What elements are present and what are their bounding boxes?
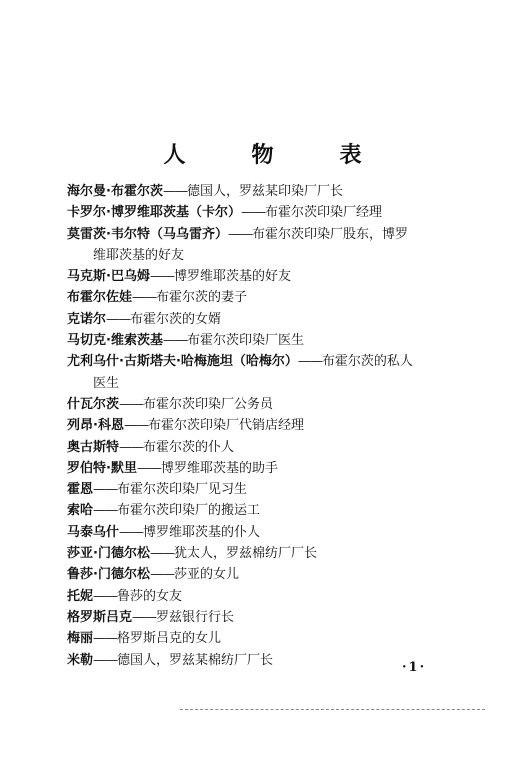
- character-name: 马泰乌什: [67, 524, 120, 540]
- page-number: ·1·: [402, 660, 427, 675]
- character-description: 布霍尔茨印染厂公务员: [143, 396, 274, 412]
- character-name: 托妮: [67, 588, 94, 604]
- character-description: 鲁莎的女友: [117, 588, 183, 604]
- character-description: 德国人，罗兹某印染厂厂长: [186, 184, 343, 199]
- character-entry: [67, 224, 459, 267]
- footer-rule: [180, 709, 485, 710]
- character-name: 索哈: [67, 503, 94, 519]
- character-entry: [67, 607, 459, 628]
- dash-separator: ——: [297, 354, 322, 370]
- character-entry: [67, 287, 459, 308]
- character-description: 布霍尔茨印染厂经理: [264, 205, 382, 221]
- dash-separator: ——: [93, 503, 118, 519]
- character-name: 莎亚·门德尔松: [67, 546, 150, 562]
- character-name: 莫雷茨·韦尔特（马乌雷齐）: [67, 226, 228, 242]
- character-description: 犹太人，罗兹棉纺厂厂长: [173, 546, 317, 562]
- character-entry: [67, 479, 459, 500]
- character-name: 卡罗尔·博罗维耶茨基（卡尔）: [67, 205, 241, 221]
- character-description: 德国人，罗兹某棉纺厂厂长: [117, 652, 274, 668]
- character-name: 马切克·维索茨基: [67, 333, 163, 349]
- dash-separator: ——: [136, 460, 161, 476]
- character-name: 梅丽: [67, 631, 94, 647]
- character-description: 布霍尔茨印染厂医生: [186, 333, 304, 349]
- character-entry: [67, 202, 459, 223]
- dash-separator: ——: [149, 567, 174, 583]
- character-description: 莎亚的女儿: [173, 567, 239, 583]
- dash-separator: ——: [93, 588, 118, 604]
- character-entry: [67, 543, 459, 564]
- character-name: 布霍尔佐娃: [67, 290, 133, 306]
- dash-separator: ——: [162, 184, 187, 199]
- character-name: 列昂·科恩: [67, 418, 124, 434]
- dash-separator: ——: [93, 652, 118, 668]
- dash-separator: ——: [93, 482, 118, 498]
- dash-separator: ——: [106, 311, 131, 327]
- character-description: 博罗维耶茨基的好友: [173, 269, 291, 285]
- character-description: 罗兹银行行长: [156, 609, 235, 625]
- character-name: 奥古斯特: [67, 439, 120, 455]
- character-name: 格罗斯吕克: [67, 609, 133, 625]
- character-name: 米勒: [67, 652, 94, 668]
- character-entry: [67, 458, 459, 479]
- dash-separator: ——: [93, 631, 118, 647]
- character-description: 博罗维耶茨基的仆人: [143, 524, 261, 540]
- character-description: 博罗维耶茨基的助手: [160, 460, 278, 476]
- dash-separator: ——: [132, 290, 157, 306]
- dash-separator: ——: [119, 524, 144, 540]
- character-name: 克诺尔: [67, 311, 107, 327]
- character-description: 布霍尔茨的私人: [321, 354, 413, 370]
- dash-separator: ——: [132, 609, 157, 625]
- character-name: 什瓦尔茨: [67, 396, 120, 412]
- character-name: 鲁莎·门德尔松: [67, 567, 150, 583]
- dash-separator: ——: [119, 396, 144, 412]
- character-entry: [67, 500, 459, 521]
- dash-separator: ——: [227, 226, 252, 242]
- character-name: 尤利乌什·古斯塔夫·哈梅施坦（哈梅尔）: [67, 354, 298, 370]
- character-entry: [67, 586, 459, 607]
- character-description: 布霍尔茨印染厂股东，博罗: [251, 226, 408, 242]
- character-description: 布霍尔茨的妻子: [156, 290, 248, 306]
- character-description: 布霍尔茨的女婿: [130, 311, 222, 327]
- character-entry: [67, 351, 459, 394]
- character-entry: [67, 628, 459, 649]
- character-entry: [67, 650, 459, 671]
- dash-separator: ——: [240, 205, 265, 221]
- character-list: [67, 181, 459, 671]
- character-entry: [67, 181, 459, 202]
- character-entry: [67, 330, 459, 351]
- dash-separator: ——: [149, 269, 174, 285]
- character-entry: [67, 394, 459, 415]
- character-name: 马克斯·巴乌姆: [67, 269, 150, 285]
- character-name: 霍恩: [67, 482, 94, 498]
- character-entry: [67, 266, 459, 287]
- dash-separator: ——: [123, 418, 148, 434]
- dash-separator: ——: [119, 439, 144, 455]
- character-entry: [67, 415, 459, 436]
- character-description: 布霍尔茨印染厂代销店经理: [147, 418, 304, 434]
- character-name: 海尔曼·布霍尔茨: [67, 184, 163, 199]
- character-entry: [67, 437, 459, 458]
- dash-separator: ——: [162, 333, 187, 349]
- dash-separator: ——: [149, 546, 174, 562]
- character-name: 罗伯特·默里: [67, 460, 137, 476]
- character-description-continued: 维耶茨基的好友: [93, 247, 185, 263]
- character-description-continued: 医生: [93, 375, 120, 391]
- character-entry: [67, 522, 459, 543]
- character-description: 布霍尔茨的仆人: [143, 439, 235, 455]
- character-entry: [67, 564, 459, 585]
- character-description: 布霍尔茨印染厂的搬运工: [117, 503, 261, 519]
- page-title: 人 物 表: [163, 142, 384, 168]
- character-entry: [67, 309, 459, 330]
- character-description: 布霍尔茨印染厂见习生: [117, 482, 248, 498]
- character-description: 格罗斯吕克的女儿: [117, 631, 222, 647]
